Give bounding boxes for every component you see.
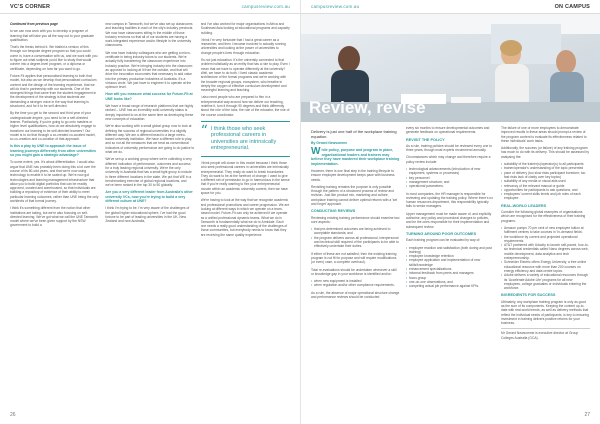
bullet-list — [501, 162, 590, 201]
paragraph: Consider the following global examples of organisations which are recognised for the effectiveness of their training programs: — [501, 210, 586, 223]
list-item: • Adobe delivers a variety of educational resources through its 'Accelerate Adobe Life' programs for all new employees, college graduates or individuals entering the workforce. — [501, 273, 590, 290]
paragraph: Reviewing existing training performance should examine two core aspects: — [311, 215, 400, 224]
article-title: Review, revise — [309, 98, 426, 117]
paragraph: We now have industry colleagues who are getting a micro-certificate in being industry tutors to our students. We're actually fully transferring the classroom experience into industry practice. We're bringing industry into the classroom as opposed to looking at it from the outside, and that will drive the innovation economies that necessary to add value into the primary production industries of Australia. It's a virtuous circle. We just have to engineer it to operate at the optimum level. — [105, 50, 193, 90]
interview-question: Is this a play by UNE to approach the issue of learning journeys differently from other universities so you might gain a strategic advantage? — [10, 144, 96, 158]
bullet-list — [311, 227, 400, 248]
section-title: ON CAMPUS — [554, 3, 590, 10]
list-item: • relevancy of the relevant manual or guide — [501, 184, 590, 188]
paragraph: It's not just education. It's the university connected to that problem holistically as an entity that has a role to play. Even I mean that we have to operate differently at the university? Well, we have to do both. I lived classic academic architecture of the formal programs and we're working with the broader regional groups, ecosystem, who breathe in deeply the oxygen of effective curriculum development and meaningful learning and teaching. — [200, 58, 290, 93]
list-item: • Schneider Electric offers Energy University, a free online educational resource with more than 200 courses on energy efficiency and data centre topics. — [501, 260, 590, 273]
article-title-block — [309, 98, 459, 118]
author-bio: Mr Gerard Newsomme is executive director at Group Colleges Australia (GCA). — [501, 328, 590, 340]
page-number: 27 — [584, 412, 590, 418]
right-page-header — [301, 0, 600, 14]
pull-quote-text: I think those who seek professional careers in universities are intrinsically entrepreneurial. — [210, 125, 277, 152]
paragraph: In most companies, the HR manager is responsible for reviewing and updating the training policy. Where there's no human resources department, this responsibility typically falls to senior managers. — [406, 191, 494, 209]
column-3 — [501, 126, 590, 406]
list-item: • operational parameters. — [406, 184, 495, 188]
article-subtitle: Delivery is just one half of the workplace training equation. — [311, 129, 397, 139]
paragraph: We're also working with a small global group now to look at defining the success of regional universities in a slightly different way. We are a different beast to a large metro-based university institution. We have a different role to play, and so not all the measures that we treat as conventional indicators of university performance are going to do justice to what we do. — [105, 124, 195, 155]
list-item: • employees' current skills levels and job roles of each employee. — [501, 192, 590, 201]
paragraph: and I've also worked for major organisations in Africa and Southeast Asia looking at educational programs and capacity building. — [200, 22, 290, 35]
right-page — [300, 0, 600, 424]
paragraph: I think I'm trying to be. I'm very aware of the challenges of the global higher educational sphere. I've had the good fortune to be part of leading universities in the UK, New Zealand and now Australia, — [105, 206, 190, 224]
paragraph: We have a broad range of research platforms that are highly ranked – UNE has an incredibly solid university status is deeply important to us at the same time as developing these new concepts of education. — [105, 104, 194, 121]
paragraph: Circumstances which may change and therefore require a policy review include: — [406, 155, 491, 164]
paragraph: That's the thesis behind it. We trialled a version of this through our bespoke degree program so that you could come in, have a conversation with us, and we work with you to figure out what subjects you'd like to study that would cohere into a degree-level program, or a diploma or certificate, depending on how far you want to go. — [10, 45, 98, 71]
list-item: • competing actual job performance against KPIs. — [406, 284, 495, 288]
page-number: 26 — [10, 412, 16, 418]
interview-question: Are you a very different leader from Australia's other university VCs, now you're trying to build a very different culture at UNE? — [105, 190, 193, 203]
paragraph: I also need people who are prepared to flex in a entrepreneurial way around how we deliver our teaching, redefine it, turn it through 90 degrees and think differently about the role of the tutor, the role of the educator, the role of the course coordinator. — [200, 95, 290, 117]
list-item: • focus group — [406, 276, 495, 280]
list-item: • employee application and implementation of new skills/knowledge — [406, 258, 495, 267]
paragraph: We're having to look at the way that we recognise academic and professional promotions and career progression. We are looking at different ways in which we operate on a team-based model. Future-Fit can only be achieved if we operate as a unified professional dynamic teams. What we do in Tamworth is fundamentally what we do in Armidale. Each one needs a really good understanding of the challenges of those communities, but everybody needs to know that they are receiving the same quality experience. — [200, 198, 290, 237]
list-item: • key personnel — [406, 176, 495, 180]
list-item: • employee knowledge retention — [406, 254, 495, 258]
paragraph: Upper management must be made aware of, and explicitly authorise, any policy and procedural changes to policies, and be the ones responsible for their implementation and subsequent review. — [406, 211, 492, 229]
list-item: • the program delivers across all professional, interpersonal and technical skill required of the participants to be able to effectively undertake their duties. — [311, 236, 400, 249]
paragraph: every six months to ensure developmental outcomes and generate feedback on operational requirements. — [406, 126, 490, 135]
column-1 — [10, 22, 99, 406]
list-item: • that pre-determined outcomes are being achieved to acceptable standards; and — [311, 227, 400, 236]
paragraph: By the time you get to the second and third year of your undergraduate degree, you need to be a self-directed learner. Particularly, if you're going to go onto masters or higher level qualifications, how do we absolutely engage to transform our learning to be self-directed learners? Our model is to do that through a co-created co-curated model, so co-creation and co-curation of that approach. — [10, 111, 96, 142]
list-item: • enhancement specializations — [406, 267, 495, 271]
left-page-header — [0, 0, 300, 14]
paragraph: The failure of one or more employees to demonstrate improved results in these areas should prompt a review of the program content to evaluate its effectiveness related to these individuals' work tasks. — [501, 126, 587, 143]
quote-mark-icon: “ — [200, 122, 208, 139]
interview-question: How will you measure what success for Future-Fit at UNE looks like? — [105, 92, 193, 101]
list-item: • when regulation and/or other compliance requirements. — [311, 283, 400, 287]
paragraph: Each training program can be evaluated by way of: — [406, 238, 481, 243]
paragraph: As a rule, the absence of major operational structure change and performance reviews should be conducted — [311, 290, 400, 300]
bullet-list — [311, 279, 400, 288]
column-1 — [311, 126, 400, 406]
section-heading: REAL-WORLD LEADERS — [501, 203, 547, 208]
list-item: • employee reaction and satisfaction (both during and post training) — [406, 246, 495, 255]
section-title: VC'S CORNER — [10, 3, 51, 10]
section-heading: INGREDIENTS FOR SUCCESS — [501, 293, 556, 298]
paragraph: If either of these are not satisfied, then the existing training program is not fit for purpose and will require modifications (or even) case, a complete overhaul). — [311, 251, 397, 265]
paragraph: Total re-evaluations should be undertaken whenever a skill or knowledge gap in your workforce is identified and/or: — [311, 267, 397, 276]
header-url[interactable]: campusreview.com.au — [241, 4, 290, 9]
bullet-list — [406, 167, 495, 188]
section-heading: CONDUCTING REVIEWS — [311, 209, 356, 214]
paragraph: to we can now work with you to develop a program of learning that will take you all the way out to your graduate qualification. — [10, 29, 94, 42]
section-heading: REVISIT THE POLICY — [406, 137, 445, 142]
list-item: • when new equipment is installed — [311, 279, 400, 283]
paragraph: I think I'm very fortunate that I had a great career as a researcher, and then I became involved in actually running universities and looking at the power of universities to change people's lives through education. — [200, 37, 286, 55]
column-3 — [201, 22, 290, 406]
bullet-list — [406, 246, 495, 289]
paragraph: Future-Fit applies that personalised learning to both that model, but also as we develop that personalised curriculum content and the design of the learning experience, that we will do that in partnership with our students. One of the strongest things that came from the student engagement in the development of the strategy is that students are demanding a stronger voice in the way that learning is structured, and for it to be self-directed. — [10, 73, 97, 109]
list-item: • trainer/operator's understanding of the topic presented — [501, 166, 590, 170]
paragraph: Ultimately, any workplace training program is only as good as the sum of its components. Keeping the content up-to-date with real-world trends, as well as delivery methods that reflect the individual needs of participants, is key to ensuring investment in training delivers positive returns for your business. — [501, 299, 589, 326]
paragraph: To some extent, yes. It's about differentiation. I would also argue that UNE has probably been doing this a lot over the course of its 80-odd years, and that we're now using technology to enable it to be scaled up. We're now got technologies and learning management infrastructure that allow you to build digital portfolios that can be readily approved, curated and warehoused, so that individuals are building a repository of evidence of their ability to meet particular learning outcomes, rather than UNE being the only architects of that formal journey. — [10, 160, 99, 203]
list-item: • one-on-one observations, and — [406, 280, 495, 284]
paragraph: As a rule, training policies should be reviewed every one to three years, though most experts recommend annually. — [406, 143, 492, 153]
list-item: • the workforce by current and projected operational requirements. — [501, 235, 590, 244]
paragraph: I think it's something different from the notion that other institutions are taking, but we're also focusing on self-directed learning. We've got what we call the UNE Tamworth model where we've been given support by the NSW government to build a — [10, 206, 99, 228]
list-item: • Amazon pumps 70 per cent of new employee tuition at fulfilment centres to take courses in 'In-demand fields'. — [501, 226, 590, 235]
column-2 — [105, 22, 194, 406]
list-item: • suitability of the trainer(s)/operator(s) to all participants — [501, 162, 590, 166]
continued-note: Continued from previous page — [10, 22, 58, 26]
right-page-columns — [311, 126, 590, 406]
column-2 — [406, 126, 495, 406]
paragraph: However, there is one final step in the training lifecycle to ensure employee development keeps pace with business needs. — [311, 168, 395, 182]
header-url[interactable]: campusreview.com.au — [311, 4, 360, 9]
list-item: • informal feedback from peers and managers — [406, 271, 495, 275]
section-heading: TURNING AROUND POOR OUTCOMES — [406, 231, 477, 236]
list-item: • opportunities for participants to ask questions, and — [501, 188, 590, 192]
paragraph: Revisiting training remains the purpose is only possible through the pattern of a structured process of review and revision. Just like product mix, marketing and culture, workplace training cannot deliver optimal returns with a 'set and forget' approach. — [311, 184, 398, 206]
list-item: • AT&T partnered with Udacity to launch self-paced, four-to-six technical credentials called Nano degrees across web, mobile development, data analytics and tech entrepreneurship. — [501, 243, 590, 260]
paragraph: new campus in Tamworth, but we've also set up classrooms and teaching facilities in each of the city's industry precincts. We now have classrooms sitting in the middle of those industry environs so that all of our students are having a work-integrated experience and/or lifestyle in the university classrooms. — [105, 22, 194, 48]
article-byline: By Gerard Newsomme — [311, 141, 348, 145]
paragraph: I think people will closer in this model because I think those who seek professional careers in universities are intrinsically entrepreneurial. They really do want to break boundaries. They do want to be at the forefront of change. I want to give a different set of permission to go in harmonious in the sense that if you're really wanting to flex your entrepreneurial muscle within an academic university context, then we have space for you. — [200, 160, 290, 196]
pull-quote — [201, 121, 290, 157]
list-item: • suitability of any media or visual aids used — [501, 179, 590, 183]
list-item: • pace of delivery (too slow risks participant boredom; too fast risks lack of clarity over key topics) — [501, 171, 590, 180]
lead-paragraph: While policy, purpose and program in place, organisational leaders and trainers may believe they have mastered their workplace training implementation. — [311, 146, 400, 166]
list-item: • technological advancements (introduction of new equipment, systems or processes) — [406, 167, 495, 176]
paragraph: Additionally, the success (or failure) of any training program has much to do with its delivery. This should be assessed by analysing the: — [501, 146, 590, 159]
bullet-list — [501, 226, 590, 290]
list-item: • management structure; and — [406, 180, 495, 184]
left-page-columns — [10, 22, 290, 406]
paragraph: We've set up a working group where we're collecting a very different indication of performance, outcomes and success for a truly leading regional university. We're the only university in Australia that has a small tight group to include in three different locations in the state. We put that WE in a benchmarking exercise of global regional locations, and we've been ranked in the top 30 to 50 globally. — [105, 157, 192, 188]
